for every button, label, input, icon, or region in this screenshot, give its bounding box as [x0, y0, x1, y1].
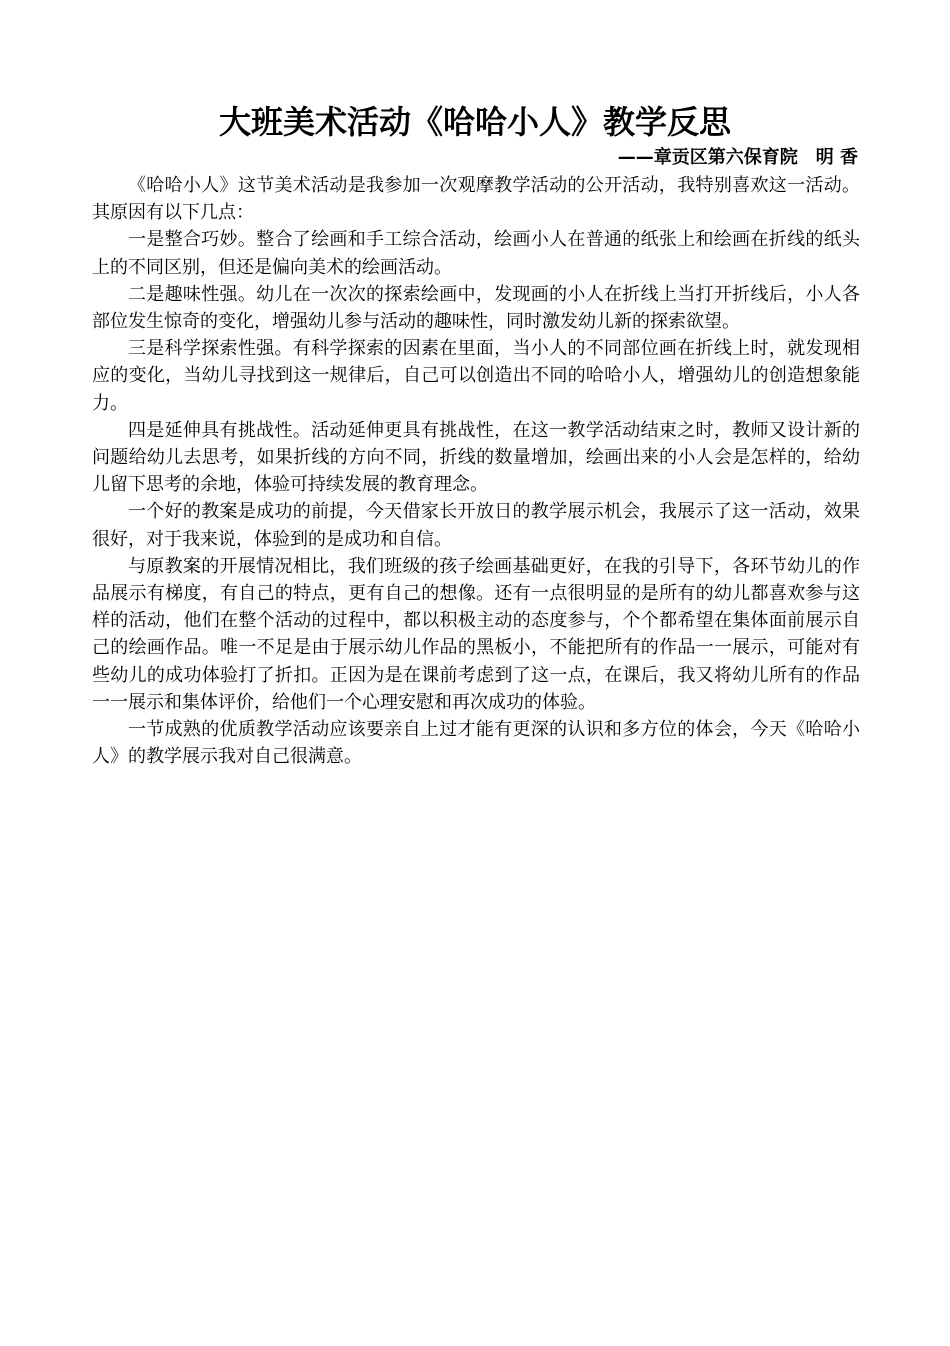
- document-title: 大班美术活动《哈哈小人》教学反思: [218, 103, 731, 141]
- paragraph-point-2: 二是趣味性强。幼儿在一次次的探索绘画中，发现画的小人在折线上当打开折线后，小人各部位发生惊奇的变化，增强幼儿参与活动的趣味性，同时激发幼儿新的探索欲望。: [92, 283, 860, 333]
- document-body: [92, 172, 860, 770]
- paragraph-conclusion: 一节成熟的优质教学活动应该要亲自上过才能有更深的认识和多方位的体会，今天《哈哈小人》的教学展示我对自己很满意。: [92, 719, 860, 768]
- paragraph-point-3: 三是科学探索性强。有科学探索的因素在里面，当小人的不同部位画在折线上时，就发现相应的变化，当幼儿寻找到这一规律后，自己可以创造出不同的哈哈小人，增强幼儿的创造想象能力。: [92, 338, 860, 414]
- paragraph-comparison: 与原教案的开展情况相比，我们班级的孩子绘画基础更好，在我的引导下，各环节幼儿的作品展示有梯度，有自己的特点，更有自己的想像。还有一点很明显的是所有的幼儿都喜欢参与这样的活动，他们在整个活动的过程中，都以积极主动的态度参与，个个都希望在集体面前展示自己的绘画作品。唯一不足是由于展示幼儿作品的黑板小，不能把所有的作品一一展示，可能对有些幼儿的成功体验打了折扣。正因为是在课前考虑到了这一点，在课后，我又将幼儿所有的作品一一展示和集体评价，给他们一个心理安慰和再次成功的体验。: [92, 555, 860, 713]
- paragraph-point-1: 一是整合巧妙。整合了绘画和手工综合活动，绘画小人在普通的纸张上和绘画在折线的纸头上的不同区别，但还是偏向美术的绘画活动。: [92, 229, 860, 278]
- paragraph-lesson-plan: 一个好的教案是成功的前提，今天借家长开放日的教学展示机会，我展示了这一活动，效果很好，对于我来说，体验到的是成功和自信。: [92, 501, 860, 550]
- paragraph-point-4: 四是延伸具有挑战性。活动延伸更具有挑战性，在这一教学活动结束之时，教师又设计新的问题给幼儿去思考，如果折线的方向不同，折线的数量增加，绘画出来的小人会是怎样的，给幼儿留下思考的余地，体验可持续发展的教育理念。: [92, 419, 860, 496]
- paragraph-intro: 《哈哈小人》这节美术活动是我参加一次观摩教学活动的公开活动，我特别喜欢这一活动。其原因有以下几点：: [92, 175, 860, 224]
- author-byline: ——章贡区第六保育院 明 香: [617, 147, 858, 168]
